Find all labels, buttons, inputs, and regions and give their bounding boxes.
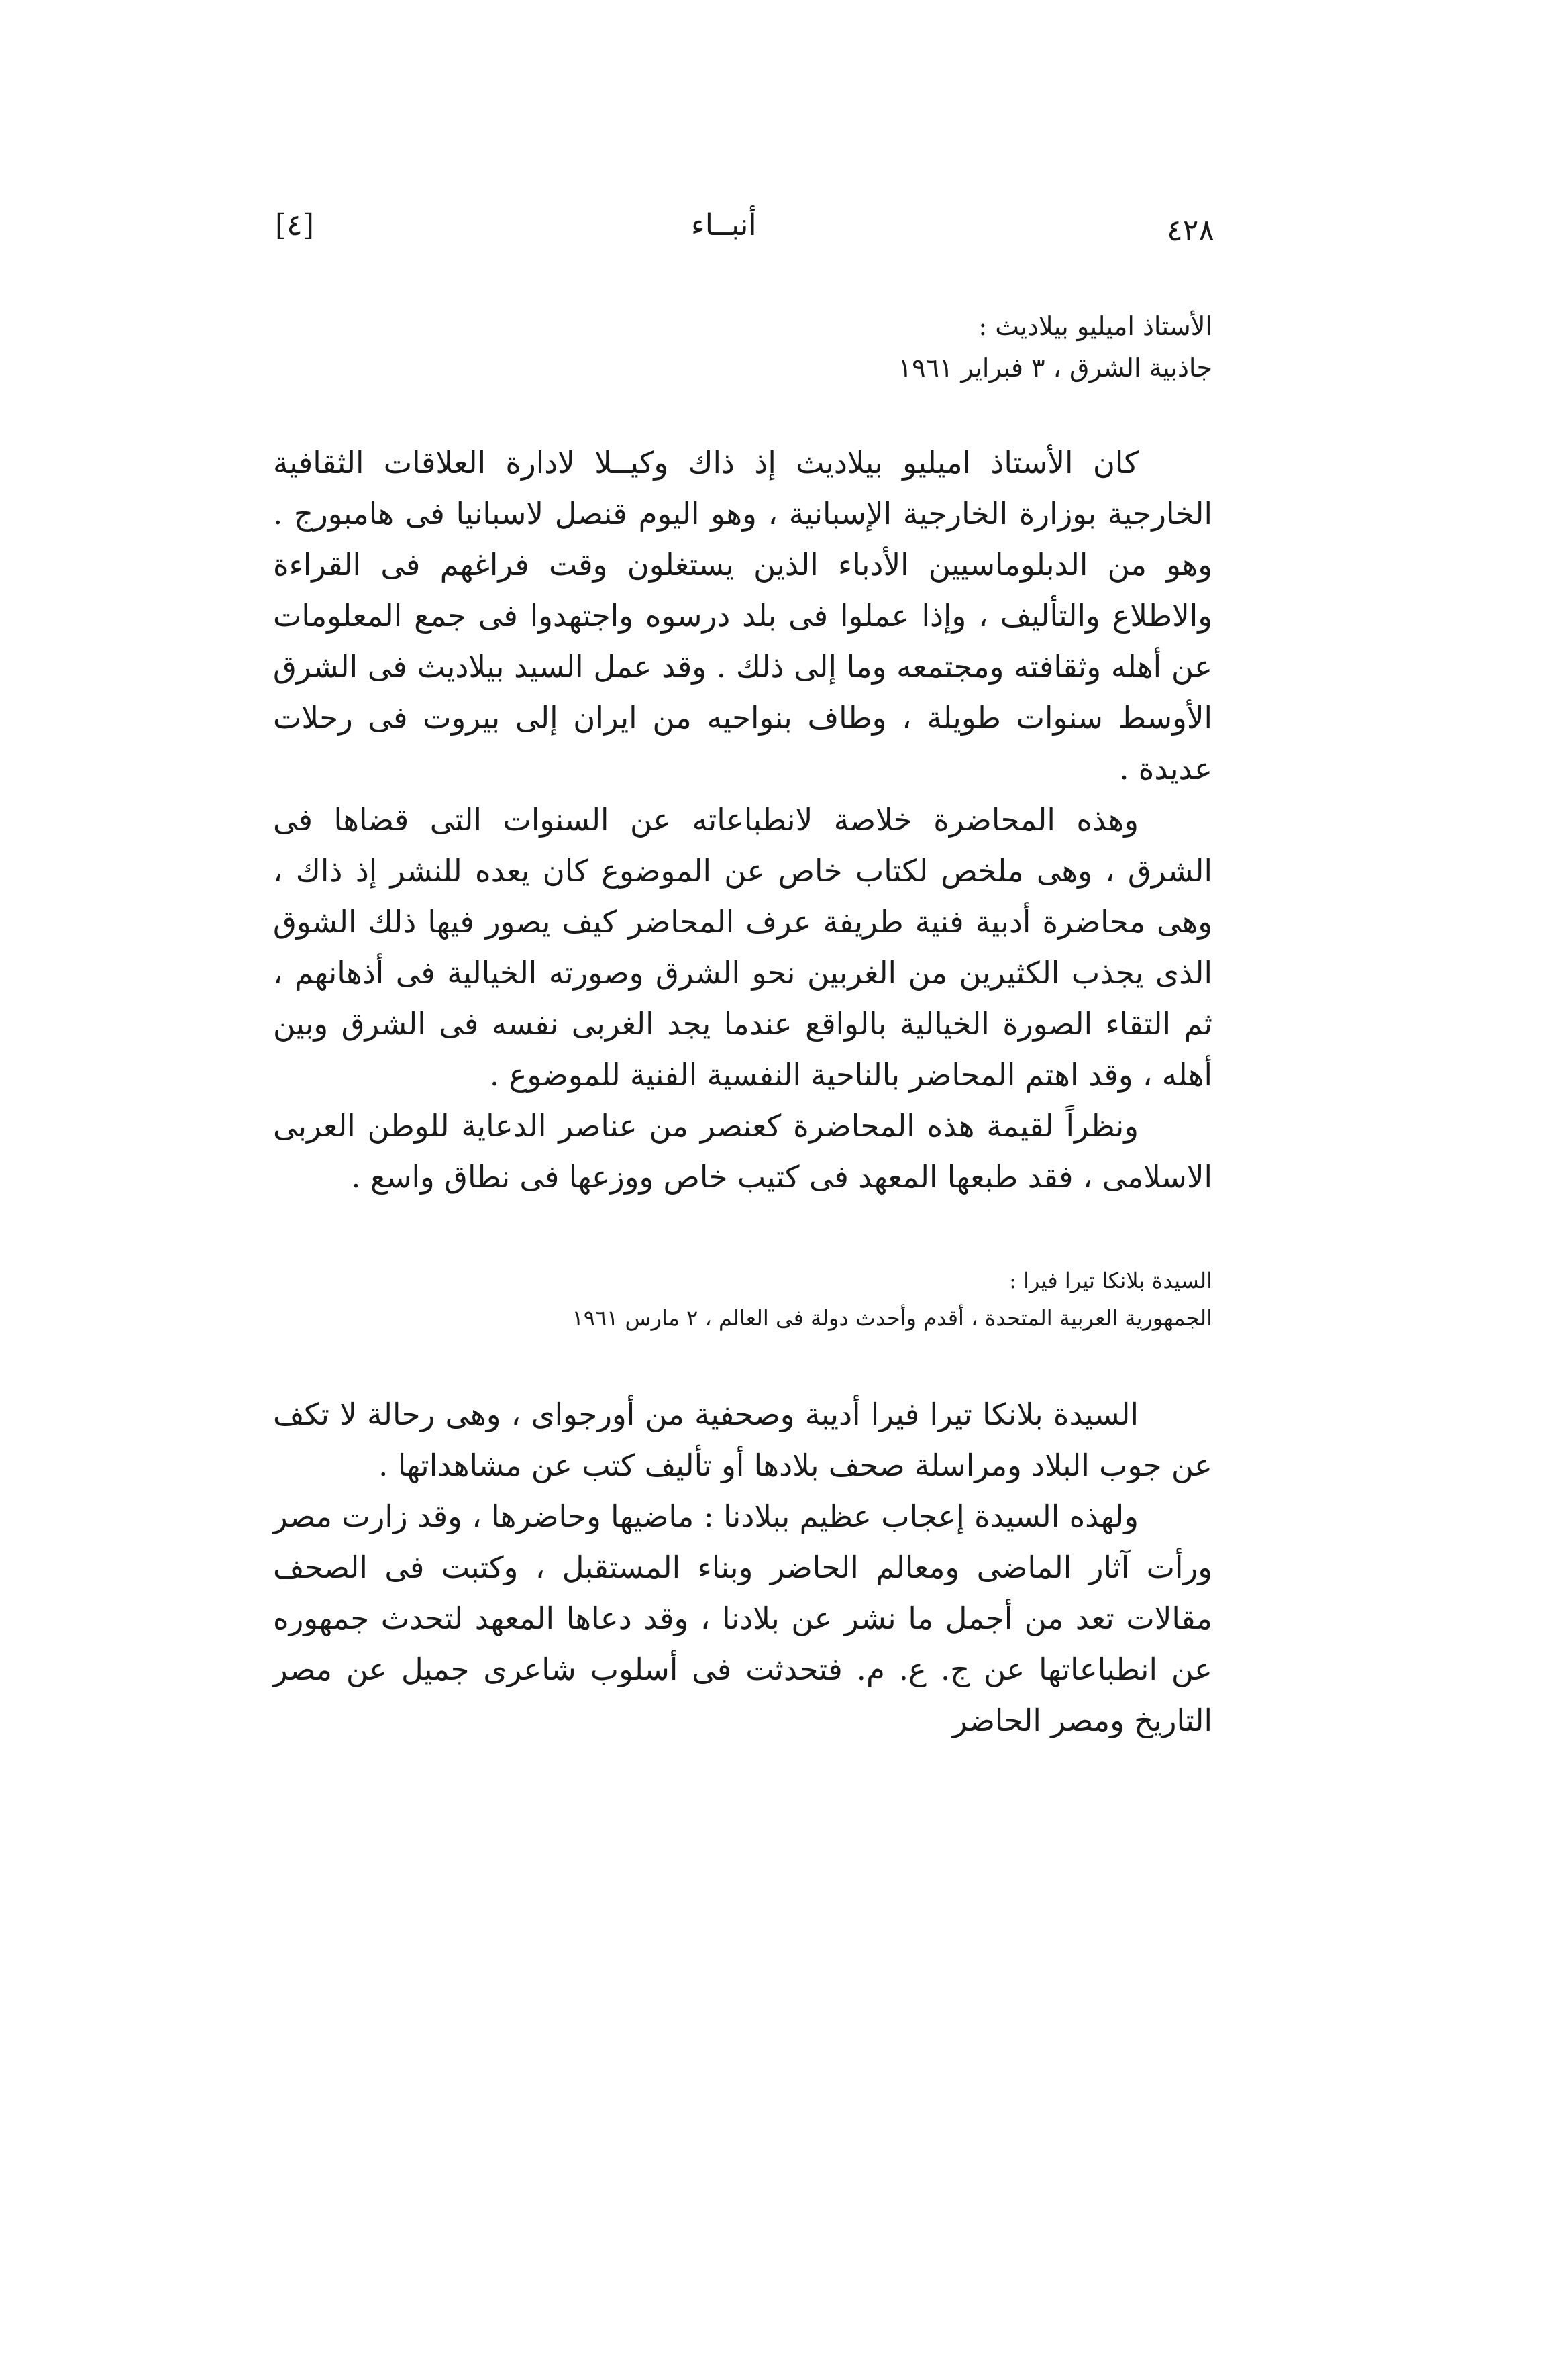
section2-paragraph-2: ولهذه السيدة إعجاب عظيم ببلادنا : ماضيها وحاضرها ، وقد زارت مصر ورأت آثار الماضى ومعالم الحاضر وبناء المستقبل ، وكتبت فى الصحف مقالات تعد من أجمل ما نشر عن بلادنا ، وقد دعاها المعهد لتحدث جمهوره عن انطباعاتها عن ج. ع. م. فتحدثت فى أسلوب شاعرى جميل عن مصر التاريخ ومصر الحاضر — [273, 1499, 1212, 1738]
issue-number: [٤] — [275, 208, 314, 242]
section2-source-name: السيدة بلانكا تيرا فيرا : — [1009, 1268, 1212, 1293]
running-title: أنبــاء — [691, 208, 757, 242]
section1-source — [273, 305, 1212, 389]
section1-paragraph-2: وهذه المحاضرة خلاصة لانطباعاته عن السنوات التى قضاها فى الشرق ، وهى ملخص لكتاب خاص عن الموضوع كان يعده للنشر إذ ذاك ، وهى محاضرة أدبية فنية طريفة عرف المحاضر كيف يصور فيها ذلك الشوق الذى يجذب الكثيرين من الغربين نحو الشرق وصورته الخيالية فى أذهانهم ، ثم التقاء الصورة الخيالية بالواقع عندما يجد الغربى نفسه فى الشرق وبين أهله ، وقد اهتم المحاضر بالناحية النفسية الفنية للموضوع . — [273, 802, 1212, 1093]
section2-source — [273, 1262, 1212, 1337]
running-header — [275, 208, 1214, 262]
section1-paragraph-3: ونظراً لقيمة هذه المحاضرة كعنصر من عناصر الدعاية للوطن العربى الاسلامى ، فقد طبعها المعهد فى كتيب خاص ووزعها فى نطاق واسع . — [273, 1108, 1212, 1195]
section2-paragraph-1: السيدة بلانكا تيرا فيرا أديبة وصحفية من أورجواى ، وهى رحالة لا تكف عن جوب البلاد ومراسلة صحف بلادها أو تأليف كتب عن مشاهداتها . — [273, 1397, 1212, 1483]
section2-body — [273, 1389, 1212, 1746]
section2-source-publication: الجمهورية العربية المتحدة ، أقدم وأحدث دولة فى العالم ، ٢ مارس ١٩٦١ — [572, 1305, 1212, 1331]
section1-body — [273, 438, 1212, 1203]
page-number: ٤٢٨ — [1167, 213, 1214, 248]
section1-source-publication: جاذبية الشرق ، ٣ فبراير ١٩٦١ — [898, 353, 1212, 383]
section1-paragraph-1: كان الأستاذ اميليو بيلاديث إذ ذاك وكيــلا لادارة العلاقات الثقافية الخارجية بوزارة الخارجية الإسبانية ، وهو اليوم قنصل لاسبانيا فى هامبورج . وهو من الدبلوماسيين الأدباء الذين يستغلون وقت فراغهم فى القراءة والاطلاع والتأليف ، وإذا عملوا فى بلد درسوه واجتهدوا فى جمع المعلومات عن أهله وثقافته ومجتمعه وما إلى ذلك . وقد عمل السيد بيلاديث فى الشرق الأوسط سنوات طويلة ، وطاف بنواحيه من ايران إلى بيروت فى رحلات عديدة . — [273, 445, 1212, 787]
section1-source-name: الأستاذ اميليو بيلاديث : — [978, 311, 1212, 341]
